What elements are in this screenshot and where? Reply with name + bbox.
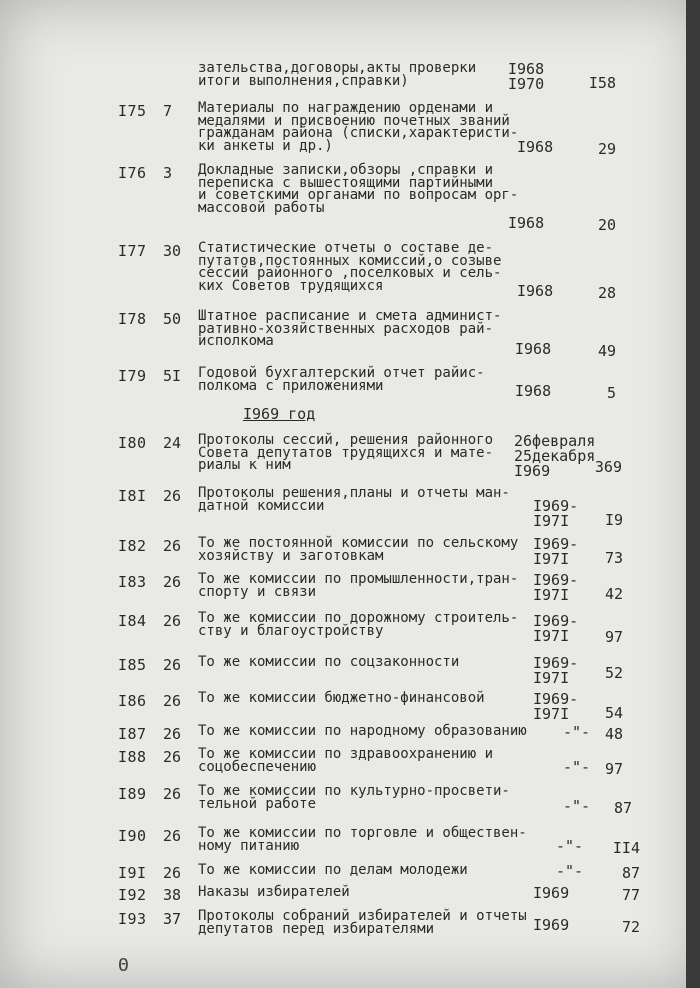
entry-pages: 20 xyxy=(597,216,616,234)
entry-years: I969- I97I xyxy=(533,535,579,568)
entry-pages: 5 xyxy=(606,384,616,402)
entry-pages: 48 xyxy=(604,725,623,743)
entry-pages: 28 xyxy=(597,284,616,302)
entry-count: 26 xyxy=(163,785,182,803)
entry-years: I968 xyxy=(517,282,554,300)
entry-pages: 87 xyxy=(613,799,632,817)
entry-years: -"- xyxy=(563,797,591,815)
entry-title: То же комиссии по делам молодежи xyxy=(198,862,468,878)
entry-pages: 97 xyxy=(604,760,623,778)
entry-years: -"- xyxy=(563,723,591,741)
entry-title: То же постоянной комиссии по сельскому хозяйству и заготовкам xyxy=(198,535,519,564)
entry-number: I92 xyxy=(118,886,147,904)
entry-number: I79 xyxy=(118,367,147,385)
entry-title: Наказы избирателей xyxy=(198,884,350,900)
entry-pages: 54 xyxy=(604,704,623,722)
entry-title: То же комиссии по народному образованию xyxy=(198,723,527,739)
entry-count: 26 xyxy=(163,612,182,630)
entry-pages: 369 xyxy=(594,458,622,476)
entry-years: -"- xyxy=(556,862,584,880)
entry-number: I93 xyxy=(118,910,147,928)
entry-title: Статистические отчеты о составе де- путатов,постоянных комиссий,о созыве сессий районного ,поселковых и сель- ких Советов трудящихся xyxy=(198,240,502,294)
entry-count: 26 xyxy=(163,692,182,710)
entry-pages: 72 xyxy=(621,918,640,936)
entry-title: То же комиссии по дорожному строитель- ству и благоустройству xyxy=(198,610,519,639)
entry-number: I90 xyxy=(118,827,147,845)
entry-number: I86 xyxy=(118,692,147,710)
entry-number: I88 xyxy=(118,748,147,766)
entry-count: 30 xyxy=(163,242,182,260)
entry-count: 26 xyxy=(163,725,182,743)
entry-count: 26 xyxy=(163,864,182,882)
entry-years: -"- xyxy=(563,758,591,776)
entry-number: I83 xyxy=(118,573,147,591)
entry-count: 37 xyxy=(163,910,182,928)
entry-title: Протоколы собраний избирателей и отчеты депутатов перед избирателями xyxy=(198,908,527,937)
entry-number: I76 xyxy=(118,164,147,182)
entry-count: 26 xyxy=(163,537,182,555)
entry-years: -"- xyxy=(556,837,584,855)
entry-years: I968 xyxy=(508,214,545,232)
entry-number: I75 xyxy=(118,102,147,120)
entry-years: 26февраля 25декабря I969 xyxy=(514,432,596,480)
entry-years: I969 xyxy=(533,884,570,902)
entry-number: I89 xyxy=(118,785,147,803)
entry-count: 26 xyxy=(163,827,182,845)
entry-count: 24 xyxy=(163,434,182,452)
entry-years: I969- I97I xyxy=(533,690,579,723)
entry-pages: 29 xyxy=(597,140,616,158)
entry-count: 5I xyxy=(163,367,182,385)
page-edge xyxy=(686,0,700,988)
entry-years: I969 xyxy=(533,916,570,934)
entry-number: I8I xyxy=(118,487,147,505)
entry-count: 50 xyxy=(163,310,182,328)
entry-count: 26 xyxy=(163,487,182,505)
entry-number: I78 xyxy=(118,310,147,328)
handwritten-mark: Θ xyxy=(118,955,129,976)
entry-years: I969- I97I xyxy=(533,497,579,530)
entry-number: I77 xyxy=(118,242,147,260)
entry-number: I82 xyxy=(118,537,147,555)
entry-pages: 52 xyxy=(604,664,623,682)
entry-count: 7 xyxy=(163,102,173,120)
entry-title: То же комиссии по промышленности,тран- спорту и связи xyxy=(198,571,519,600)
entry-number: I84 xyxy=(118,612,147,630)
entry-pages: 42 xyxy=(604,585,623,603)
entry-pages: II4 xyxy=(612,839,640,857)
entry-count: 3 xyxy=(163,164,173,182)
entry-title: Штатное расписание и смета админист- ративно-хозяйственных расходов рай- исполкома xyxy=(198,308,502,349)
entry-title: То же комиссии по соцзаконности xyxy=(198,654,460,670)
entry-years: I969- I97I xyxy=(533,654,579,687)
entry-years: I968 xyxy=(515,340,552,358)
entry-title: Материалы по награждению орденами и медалями и присвоению почетных званий гражданам района (списки,характеристи- ки анкеты и др.) xyxy=(198,100,519,154)
entry-title: Годовой бухгалтерский отчет райис- полкома с приложениями xyxy=(198,365,485,394)
entry-title: То же комиссии по здравоохранению и соцобеспечению xyxy=(198,746,494,775)
entry-pages: 97 xyxy=(604,628,623,646)
entry-count: 38 xyxy=(163,886,182,904)
entry-title: То же комиссии бюджетно-финансовой xyxy=(198,690,485,706)
entry-title: Докладные записки,обзоры ,справки и переписка с вышестоящими партийными и советскими органами по вопросам орг- массовой работы xyxy=(198,162,519,216)
entry-number: I80 xyxy=(118,434,147,452)
entry-number: I9I xyxy=(118,864,147,882)
entry-title: Протоколы сессий, решения районного Совета депутатов трудящихся и мате- риалы к ним xyxy=(198,432,494,473)
entry-years: I969- I97I xyxy=(533,612,579,645)
entry-years: I968 I970 xyxy=(508,60,545,93)
entry-pages: 77 xyxy=(621,886,640,904)
entry-years: I968 xyxy=(517,138,554,156)
entry-pages: 87 xyxy=(621,864,640,882)
entry-number: I87 xyxy=(118,725,147,743)
entry-pages: I9 xyxy=(604,511,623,529)
entry-title: зательства,договоры,акты проверки итоги выполнения,справки) xyxy=(198,60,477,89)
entry-title: То же комиссии по торговле и обществен- ному питанию xyxy=(198,825,527,854)
entry-pages: 73 xyxy=(604,549,623,567)
entry-years: I968 xyxy=(515,382,552,400)
entry-title: То же комиссии по культурно-просвети- тельной работе xyxy=(198,783,510,812)
entry-count: 26 xyxy=(163,573,182,591)
entry-number: I85 xyxy=(118,656,147,674)
entry-pages: I58 xyxy=(588,74,616,92)
year-heading: I969 год xyxy=(243,405,316,423)
entry-title: Протоколы решения,планы и отчеты ман- датной комиссии xyxy=(198,485,510,514)
entry-count: 26 xyxy=(163,656,182,674)
entry-pages: 49 xyxy=(597,342,616,360)
entry-count: 26 xyxy=(163,748,182,766)
entry-years: I969- I97I xyxy=(533,571,579,604)
